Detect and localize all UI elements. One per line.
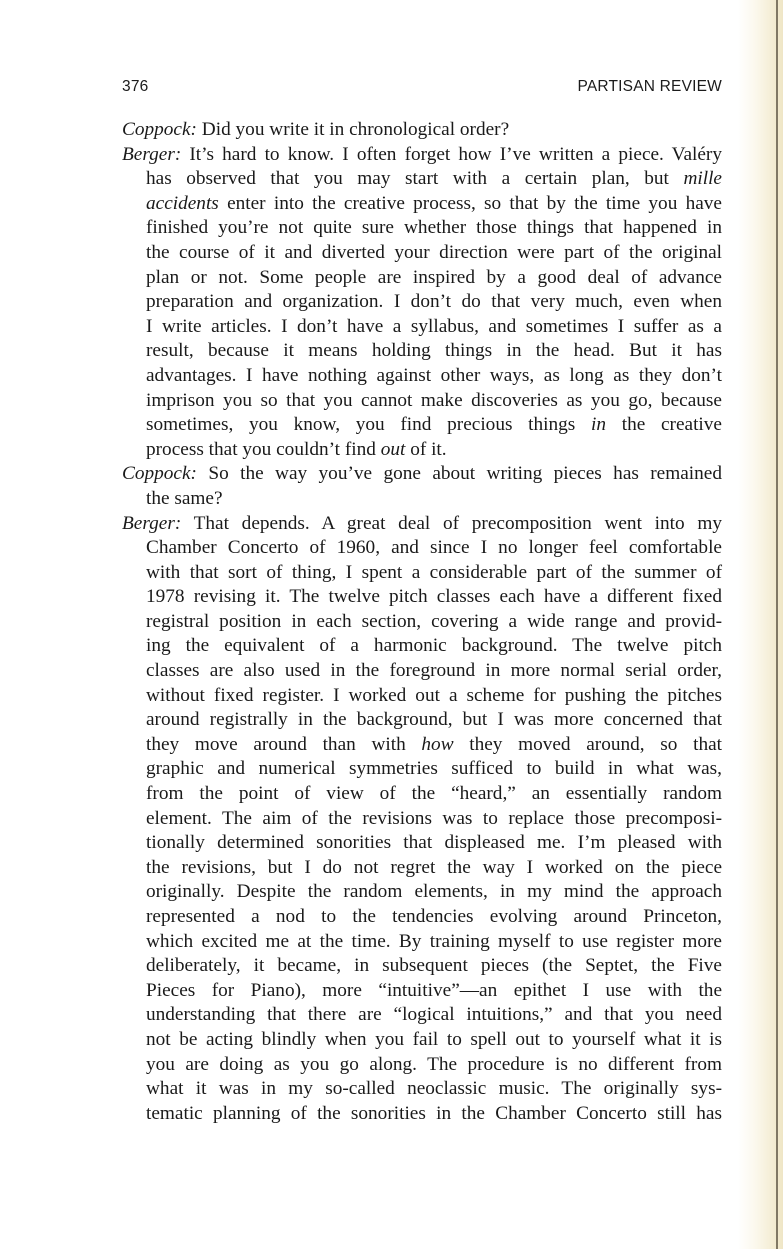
text-line — [122, 364, 722, 389]
text-line — [122, 733, 722, 758]
text-segment: deliberately, it became, in subsequent pieces (the Septet, the Five — [146, 955, 722, 977]
text-segment: with that sort of thing, I spent a considerable part of the summer of — [146, 561, 722, 583]
text-line — [122, 413, 722, 438]
text-segment: 1978 revising it. The twelve pitch classes each have a different fixed — [146, 586, 722, 608]
speaker-name: Berger: — [122, 143, 182, 165]
text-segment: in — [591, 414, 607, 436]
text-line — [122, 684, 722, 709]
text-segment: result, because it means holding things in the head. But it has — [146, 340, 722, 362]
text-line — [122, 610, 722, 635]
text-line — [122, 954, 722, 979]
text-line — [122, 561, 722, 586]
text-line — [122, 1053, 722, 1078]
text-segment: from the point of view of the “heard,” an essentially random — [146, 783, 722, 805]
text-segment: what it was in my so-called neoclassic music. The originally sys- — [146, 1078, 722, 1100]
text-segment: the course of it and diverted your direction were part of the original — [146, 241, 722, 263]
text-segment: registral position in each section, covering a wide range and provid- — [146, 610, 722, 632]
text-segment: the same? — [146, 487, 223, 509]
text-segment: tionally determined sonorities that displeased me. I’m pleased with — [146, 832, 722, 854]
text-segment: ing the equivalent of a harmonic background. The twelve pitch — [146, 635, 722, 657]
running-header: PARTISAN REVIEW — [577, 78, 722, 95]
text-segment: they move around than with — [146, 733, 422, 755]
text-segment: So the way you’ve gone about writing pieces has remained — [196, 463, 722, 485]
text-segment: has observed that you may start with a certain plan, but — [146, 168, 684, 190]
text-segment: accidents — [146, 192, 219, 214]
text-line — [122, 462, 722, 487]
text-segment: graphic and numerical symmetries sufficed to build in what was, — [146, 758, 722, 780]
text-line — [122, 634, 722, 659]
text-segment: process that you couldn’t find — [146, 438, 381, 460]
speaker-name: Berger: — [122, 512, 182, 534]
text-segment: without fixed register. I worked out a scheme for pushing the pitches — [146, 684, 722, 706]
text-line — [122, 659, 722, 684]
text-segment: originally. Despite the random elements, in my mind the approach — [146, 881, 722, 903]
text-segment: It’s hard to know. I often forget how I’ve written a piece. Valéry — [181, 143, 722, 165]
text-segment: imprison you so that you cannot make discoveries as you go, because — [146, 389, 722, 411]
text-line — [122, 536, 722, 561]
text-line — [122, 192, 722, 217]
text-segment: mille — [683, 168, 722, 190]
text-segment: I write articles. I don’t have a syllabus, and sometimes I suffer as a — [146, 315, 722, 337]
text-segment: plan or not. Some people are inspired by a good deal of advance — [146, 266, 722, 288]
text-segment: which excited me at the time. By training myself to use register more — [146, 930, 722, 952]
text-line — [122, 339, 722, 364]
text-segment: not be acting blindly when you fail to spell out to yourself what it is — [146, 1028, 722, 1050]
text-line — [122, 757, 722, 782]
text-line — [122, 856, 722, 881]
text-line — [122, 266, 722, 291]
text-line — [122, 118, 722, 143]
text-segment: Chamber Concerto of 1960, and since I no longer feel comfortable — [146, 537, 722, 559]
text-line — [122, 930, 722, 955]
text-line — [122, 389, 722, 414]
text-segment: represented a nod to the tendencies evolving around Princeton, — [146, 906, 722, 927]
text-line — [122, 1077, 722, 1102]
book-spine-line — [776, 0, 778, 1249]
text-segment: advantages. I have nothing against other ways, as long as they don’t — [146, 364, 722, 386]
speaker-name: Coppock: — [122, 119, 197, 140]
text-segment: classes are also used in the foreground in more normal serial order, — [146, 660, 722, 682]
text-line — [122, 1102, 722, 1127]
text-line — [122, 1003, 722, 1028]
text-segment: around registrally in the background, but I was more concerned that — [146, 709, 722, 731]
text-line — [122, 1028, 722, 1053]
text-segment: finished you’re not quite sure whether those things that happened in — [146, 217, 722, 239]
text-segment: element. The aim of the revisions was to replace those precomposi- — [146, 807, 722, 829]
text-line — [122, 315, 722, 340]
text-line — [122, 241, 722, 266]
text-segment: preparation and organization. I don’t do that very much, even when — [146, 291, 722, 313]
text-line — [122, 585, 722, 610]
text-segment: enter into the creative process, so that by the time you have — [218, 192, 722, 214]
text-segment: out — [380, 438, 406, 460]
text-segment: tematic planning of the sonorities in the Chamber Concerto still has — [146, 1102, 722, 1124]
text-line — [122, 216, 722, 241]
text-segment: the creative — [606, 414, 722, 436]
text-line — [122, 143, 722, 168]
text-line — [122, 979, 722, 1004]
text-segment: how — [421, 733, 454, 755]
text-line — [122, 807, 722, 832]
text-segment: the revisions, but I do not regret the way I worked on the piece — [146, 856, 722, 878]
text-line — [122, 167, 722, 192]
text-segment: That depends. A great deal of precomposition went into my — [181, 512, 722, 534]
text-line — [122, 880, 722, 905]
text-segment: of it. — [405, 438, 447, 460]
text-line — [122, 782, 722, 807]
text-line — [122, 905, 722, 930]
text-line — [122, 512, 722, 537]
text-line — [122, 438, 722, 463]
text-segment: sometimes, you know, you find precious things — [146, 414, 592, 436]
text-segment: you are doing as you go along. The procedure is no different from — [146, 1053, 722, 1075]
text-segment: Pieces for Piano), more “intuitive”—an epithet I use with the — [146, 979, 722, 1001]
page-number: 376 — [122, 78, 149, 95]
text-segment: understanding that there are “logical intuitions,” and that you need — [146, 1004, 722, 1026]
text-line — [122, 487, 722, 512]
speaker-name: Coppock: — [122, 463, 197, 485]
interview-text — [122, 118, 722, 1126]
text-line — [122, 708, 722, 733]
text-line — [122, 290, 722, 315]
text-line — [122, 831, 722, 856]
text-segment: Did you write it in chronological order? — [196, 119, 510, 140]
text-segment: they moved around, so that — [453, 733, 722, 755]
